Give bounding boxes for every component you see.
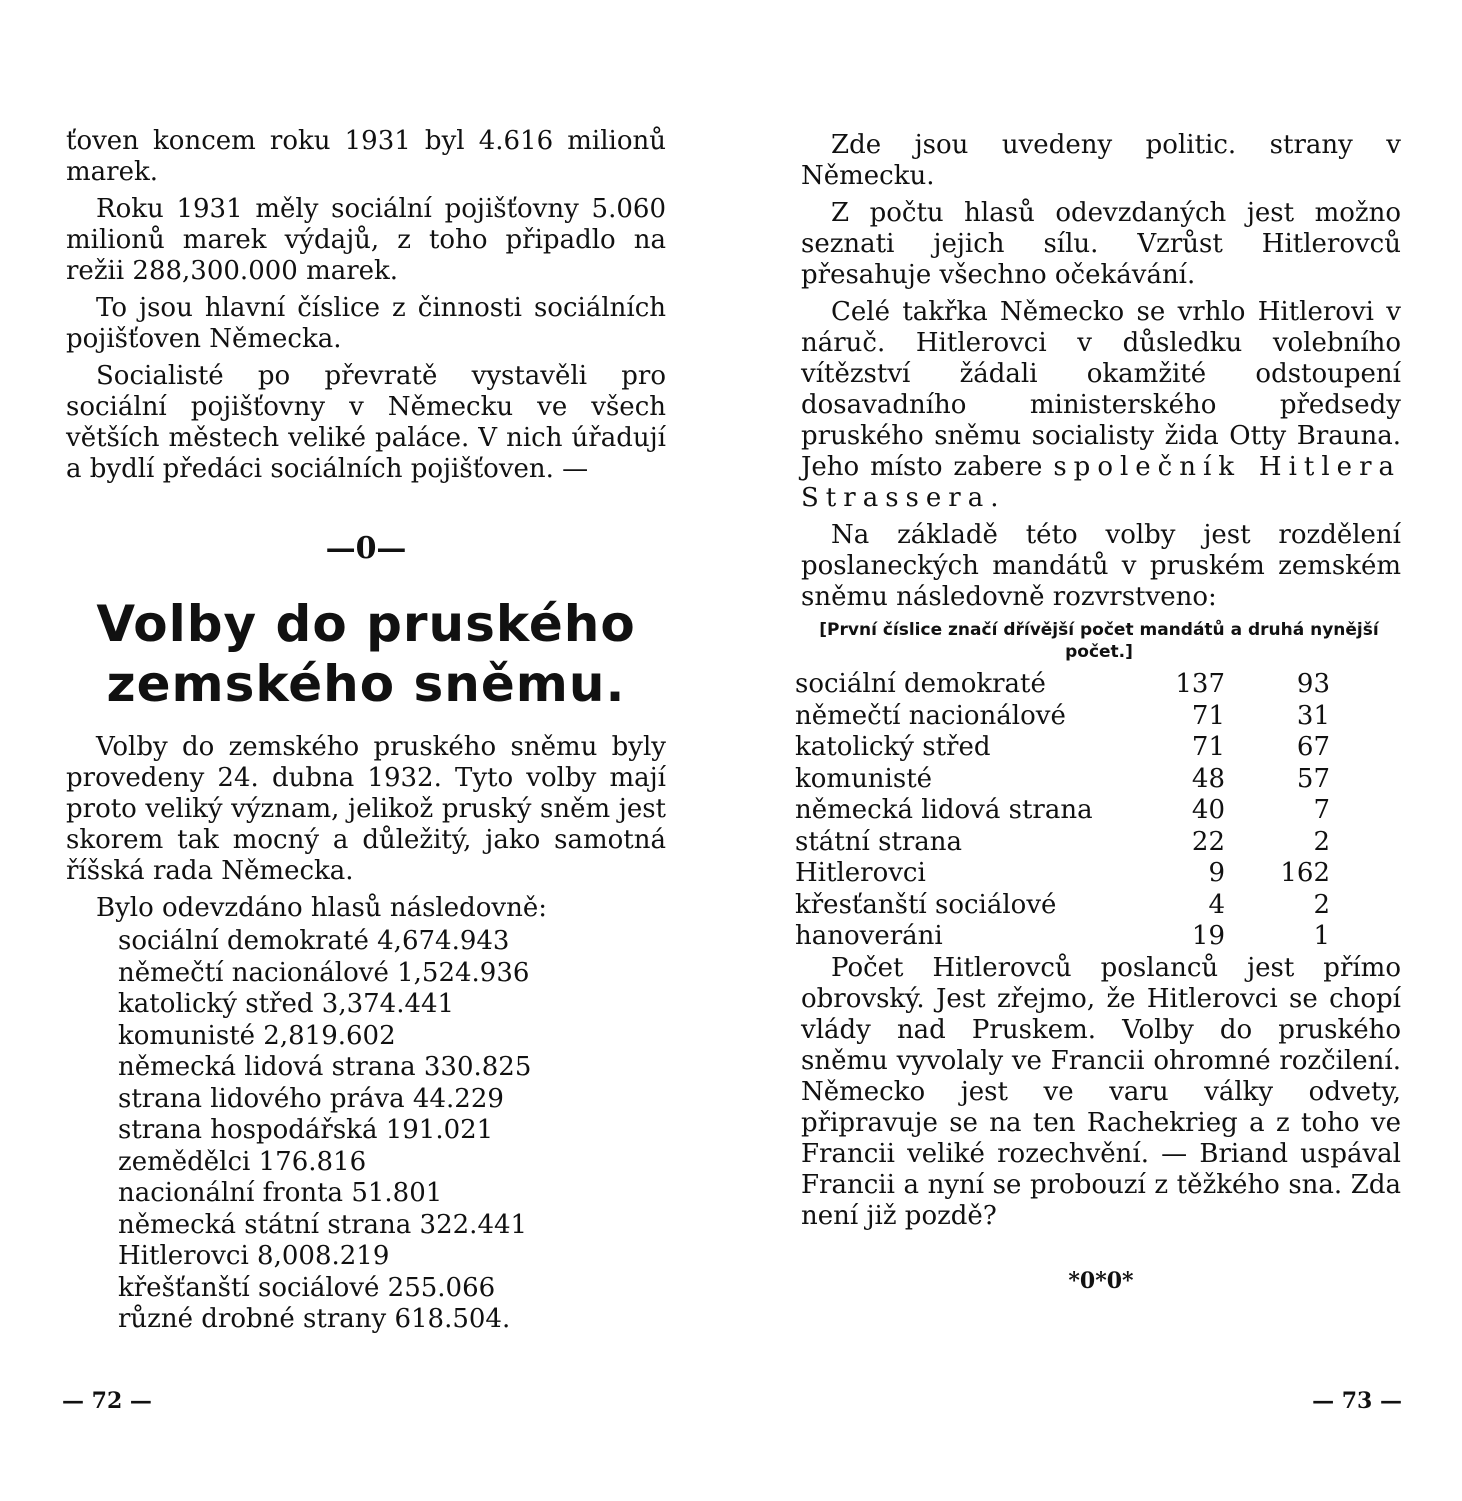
- votes-list-item: katolický střed 3,374.441: [118, 989, 455, 1019]
- paragraph: To jsou hlavní číslice z činnosti sociálních pojišťoven Německa.: [66, 293, 666, 354]
- table-row: [795, 669, 1330, 701]
- party-cell: sociální demokraté: [795, 669, 1046, 699]
- section-separator: —0—: [325, 531, 407, 566]
- party-cell: němečtí nacionálové: [795, 700, 1066, 731]
- votes-list-item: Hitlerovci 8,008.219: [118, 1241, 390, 1271]
- votes-list-item: německá lidová strana 330.825: [118, 1052, 532, 1082]
- party-cell: německá lidová strana: [795, 795, 1093, 825]
- table-row: [795, 858, 1330, 890]
- paragraph: Z počtu hlasů odevzdaných jest možno seznati jejich sílu. Vzrůst Hitlerovců přesahuje všechno očekávání.: [801, 198, 1401, 290]
- party-cell: hanoveráni: [795, 921, 943, 951]
- table-row: [795, 890, 1330, 922]
- paragraph: [801, 297, 1401, 514]
- table-note: [První číslice značí dřívější počet mandátů a druhá nynější počet.]: [819, 620, 1379, 662]
- table-row: [795, 732, 1330, 764]
- party-cell: katolický střed: [795, 732, 991, 762]
- before-cell: 40: [1191, 795, 1225, 825]
- before-cell: 4: [1208, 889, 1225, 920]
- votes-list-item: strana hospodářská 191.021: [118, 1115, 494, 1145]
- paragraph: Socialisté po převratě vystavěli pro sociální pojišťovny v Německu ve všech větších městech veliké paláce. V nich úřadují a bydlí předáci sociálních pojišťoven. —: [66, 361, 666, 484]
- intro-paragraph: Volby do zemského pruského sněmu byly provedeny 24. dubna 1932. Tyto volby mají proto veliký význam, jelikož pruský sněm jest skorem tak mocný a důležitý, jako samotná říšská rada Německa.: [66, 732, 666, 886]
- table-row: [795, 795, 1330, 827]
- after-cell: 2: [1313, 889, 1330, 920]
- before-cell: 71: [1191, 732, 1225, 762]
- before-cell: 48: [1191, 763, 1225, 794]
- votes-list: [118, 926, 666, 1336]
- left-column: [66, 126, 666, 1336]
- heading-line: zemského sněmu.: [106, 655, 626, 713]
- votes-list-item: strana lidového práva 44.229: [118, 1083, 504, 1114]
- party-cell: státní strana: [795, 826, 963, 857]
- votes-list-item: křešťanští sociálové 255.066: [118, 1272, 496, 1303]
- after-cell: 2: [1313, 826, 1330, 857]
- paragraph-end: .: [990, 483, 999, 513]
- paragraph: Zde jsou uvedeny politic. strany v Německu.: [801, 130, 1401, 191]
- before-cell: 22: [1191, 826, 1225, 857]
- table-row: [795, 764, 1330, 796]
- votes-list-item: sociální demokraté 4,674.943: [118, 926, 510, 956]
- table-row: [795, 701, 1330, 733]
- before-cell: 71: [1191, 700, 1225, 731]
- heading-line: Volby do pruského: [96, 595, 636, 653]
- right-page: [731, 0, 1462, 1501]
- right-column: [795, 130, 1401, 1294]
- votes-intro: Bylo odevzdáno hlasů následovně:: [96, 893, 547, 923]
- party-cell: křesťanští sociálové: [795, 889, 1057, 920]
- table-row: [795, 921, 1330, 953]
- paragraph: ťoven koncem roku 1931 byl 4.616 milionů marek.: [66, 126, 666, 187]
- paragraph-text: Celé takřka Německo se vrhlo Hitlerovi v náruč. Hitlerovci v důsledku volebního vítězství žádali okamžité odstoupení dosavadního ministerského předsedy pruského sněmu socialisty žida Otty Brauna. Jeho místo zabere: [801, 297, 1401, 482]
- votes-list-item: nacionální fronta 51.801: [118, 1178, 443, 1208]
- closing-paragraph: Počet Hitlerovců poslanců jest přímo obrovský. Jest zřejmo, že Hitlerovci se chopí vlády nad Pruskem. Volby do pruského sněmu vyvolaly ve Francii ohromné rozčilení. Německo jest ve varu války odvety, připravuje se na ten Rachekrieg a z toho ve Francii veliké rozechvění. — Briand uspával Francii a nyní se probouzí z těžkého sna. Zda není již pozdě?: [801, 952, 1401, 1231]
- votes-list-item: komunisté 2,819.602: [118, 1020, 396, 1051]
- page-number: — 72 —: [62, 1388, 152, 1414]
- votes-list-item: různé drobné strany 618.504.: [118, 1304, 511, 1334]
- after-cell: 1: [1313, 921, 1330, 951]
- votes-list-item: němečtí nacionálové 1,524.936: [118, 957, 530, 988]
- party-cell: Hitlerovci: [795, 858, 926, 888]
- before-cell: 9: [1208, 858, 1225, 888]
- after-cell: 7: [1313, 795, 1330, 825]
- paragraph: Roku 1931 měly sociální pojišťovny 5.060 milionů marek výdajů, z toho připadlo na režii 288,300.000 marek.: [66, 194, 666, 286]
- mandates-table: [795, 669, 1330, 953]
- votes-list-item: zemědělci 176.816: [118, 1146, 367, 1177]
- table-row: [795, 827, 1330, 859]
- article-heading: [66, 594, 666, 714]
- mandates-intro: Na základě této volby jest rozdělení poslaneckých mandátů v pruském zemském sněmu následovně rozvrstveno:: [801, 520, 1401, 612]
- before-cell: 19: [1191, 921, 1225, 951]
- after-cell: 162: [1280, 858, 1330, 888]
- page-number: — 73 —: [1312, 1388, 1402, 1414]
- party-cell: komunisté: [795, 763, 933, 794]
- spaced-text: společník Hitlera Strassera: [801, 452, 1401, 513]
- votes-list-item: německá státní strana 322.441: [118, 1209, 528, 1240]
- after-cell: 67: [1296, 732, 1330, 762]
- after-cell: 57: [1296, 763, 1330, 794]
- after-cell: 31: [1296, 700, 1330, 731]
- after-cell: 93: [1296, 669, 1330, 699]
- end-mark: *0*0*: [1068, 1267, 1134, 1294]
- before-cell: 137: [1175, 669, 1225, 699]
